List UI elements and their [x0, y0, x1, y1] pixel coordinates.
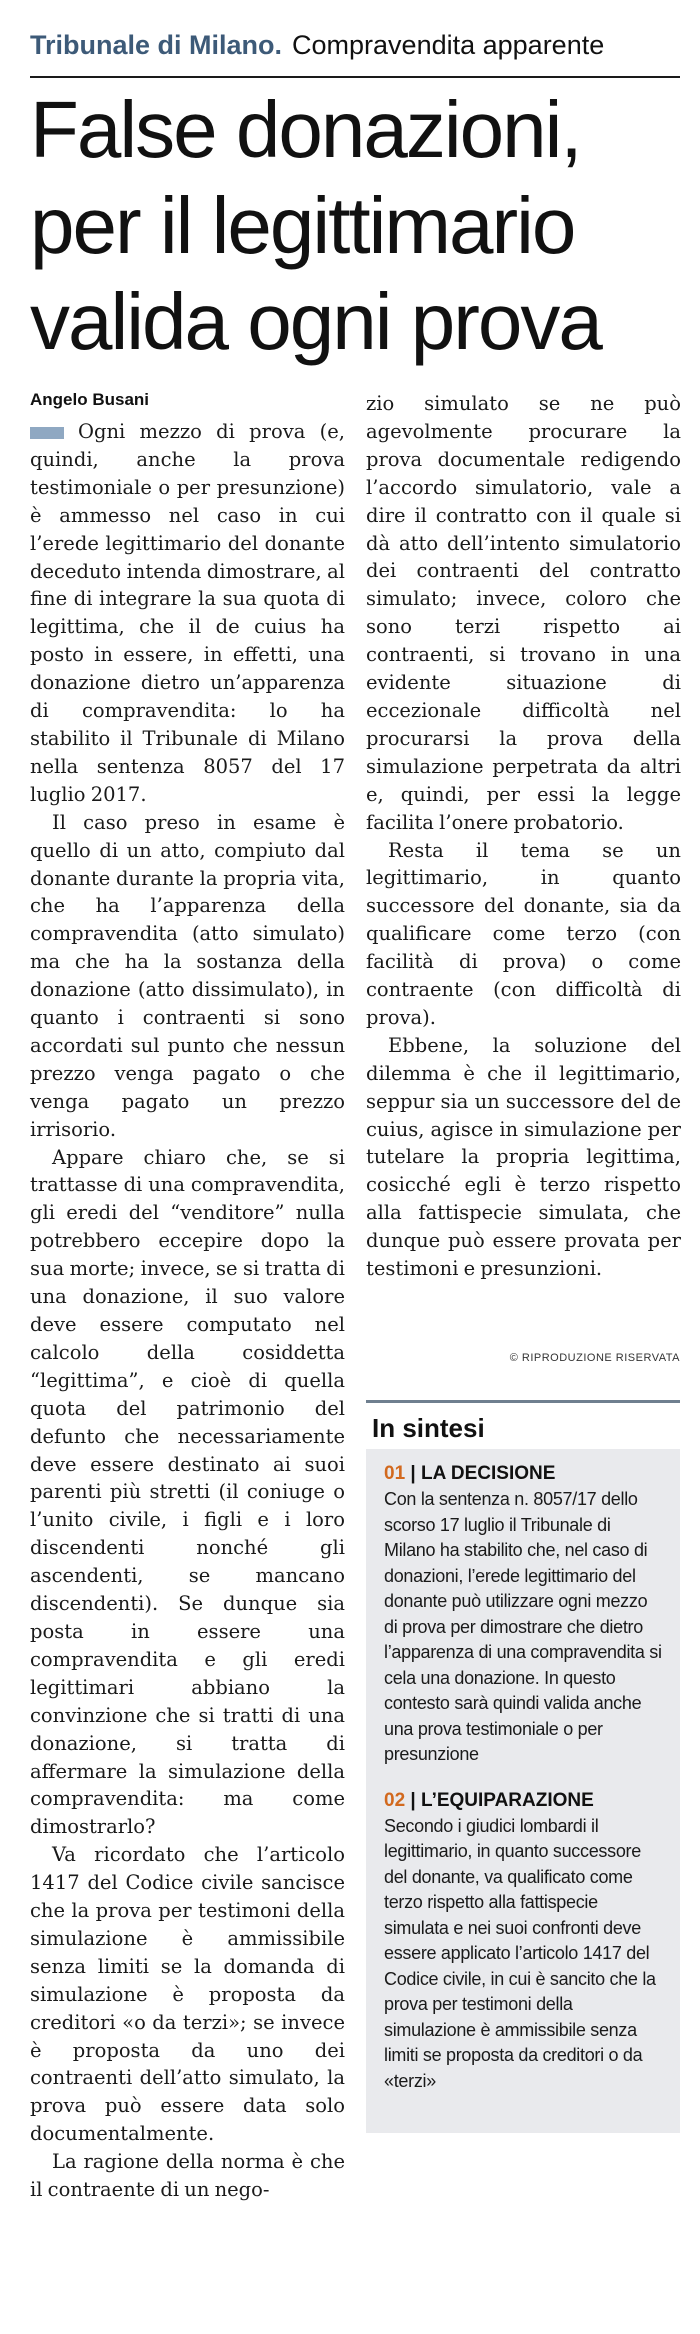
headline-line: valida ogni prova [30, 277, 601, 366]
kicker-section: Tribunale di Milano. [30, 30, 283, 60]
summary-item-text: Secondo i giudici lombardi il legittimario, in quanto successore del donante, va qualificato come terzo rispetto alla fattispecie simulata e nei suoi confronti deve essere applicato l’articolo 1417 del Codice civile, in cui è sancito che la prova per testimoni della simulazione è ammissibile senza limiti se proposta da creditori o da «terzi» [384, 1815, 656, 2091]
paragraph: Appare chiaro che, se si trattasse di una compravendita, gli eredi del “venditore” nulla potrebbero eccepire dopo la sua morte; invece, se si tratta di una donazione, il suo valore deve essere computato nel calcolo della cosiddetta “legittima”, e cioè di quella quota del patrimonio del defunto che necessariamente deve essere destinato ai suoi parenti più stretti (il coniuge o l’unito civile, i figli e i loro discendenti nonché gli ascendenti, se mancano discendenti). Se dunque sia posta in essere una compravendita e gli eredi legittimari abbiano la convinzione che si tratti di una donazione, si tratta di affermare la simulazione della compravendita: ma come dimostrarlo? [30, 1145, 345, 1839]
headline-line: False donazioni, [30, 85, 581, 174]
article-column-1 [30, 418, 345, 2204]
top-rule [30, 76, 680, 78]
copyright-notice: © RIPRODUZIONE RISERVATA [509, 1352, 680, 1364]
summary-item-number: 02 [384, 1789, 406, 1811]
paragraph: Resta il tema se un legittimario, in quanto successore del donante, sia da qualificare come terzo (con facilità di prova) o come contraente (con difficoltà di prova). [366, 838, 681, 1029]
summary-title: In sintesi [372, 1413, 485, 1443]
summary-item-heading [384, 1790, 662, 1812]
paragraph: La ragione della norma è che il contraente di un nego- [30, 2150, 345, 2202]
summary-item-label: | L’EQUIPARAZIONE [410, 1789, 594, 1811]
summary-item-label: | LA DECISIONE [410, 1463, 556, 1484]
summary-item-heading [384, 1463, 662, 1485]
headline [30, 82, 680, 370]
paragraph: Il caso preso in esame è quello di un atto, compiuto dal donante durante la propria vita, che ha l’apparenza della compravendita (atto simulato) ma che ha la sostanza della donazione (atto dissimulato), in quanto i contraenti si sono accordati sul punto che nessun prezzo venga pagato o che venga pagato un prezzo irrisorio. [30, 810, 345, 1141]
headline-line: per il legittimario [30, 181, 575, 270]
summary-box [366, 1400, 680, 2133]
summary-item-text: Con la sentenza n. 8057/17 dello scorso 17 luglio il Tribunale di Milano ha stabilito che, nel caso di donazioni, l’erede legittimario del donante può utilizzare ogni mezzo di prova per dimostrare che dietro l’apparenza di una compravendita si cela una donazione. In questo contesto sarà quindi valida anche una prova testimoniale o per presunzione [384, 1489, 662, 1764]
kicker-topic: Compravendita apparente [292, 30, 605, 60]
article-column-2 [366, 390, 681, 1283]
paragraph: Ogni mezzo di prova (e, quindi, anche la prova testimoniale o per presunzione) è ammesso nel caso in cui l’erede legittimario del donante deceduto intenda dimostrare, al fine di integrare la sua quota di legittima, che il de cuius ha posto in essere, in effetti, una donazione dietro un’apparenza di compravendita: lo ha stabilito il Tribunale di Milano nella sentenza 8057 del 17 luglio 2017. [30, 420, 345, 806]
summary-item-number: 01 [384, 1463, 406, 1484]
summary-content [366, 1449, 680, 2133]
paragraph: Va ricordato che l’articolo 1417 del Codice civile sancisce che la prova per testimoni della simulazione è ammissibile senza limiti se la domanda di simulazione è proposta da creditori «o da terzi»; se invece è proposta da uno dei contraenti dell’atto simulato, la prova può essere data solo documentalmente. [30, 1843, 345, 2146]
paragraph: zio simulato se ne può agevolmente procurare la prova documentale redigendo l’accordo simulatorio, vale a dire il contratto con il quale si dà atto dell’intento simulatorio dei contraenti del contratto simulato; invece, coloro che sono terzi rispetto ai contraenti, si trovano in una evidente situazione di eccezionale difficoltà nel procurarsi la prova della simulazione perpetrata da altri e, quindi, per essi la legge facilita l’onere probatorio. [366, 392, 681, 834]
paragraph: Ebbene, la soluzione del dilemma è che il legittimario, seppur sia un successore del de cuius, agisce in simulazione per tutelare la propria legittima, cosicché egli è terzo rispetto alla fattispecie simulata, che dunque può essere provata per testimoni e presunzioni. [366, 1033, 681, 1281]
kicker [30, 28, 680, 62]
byline: Angelo Busani [30, 390, 150, 409]
lead-marker [30, 427, 64, 439]
